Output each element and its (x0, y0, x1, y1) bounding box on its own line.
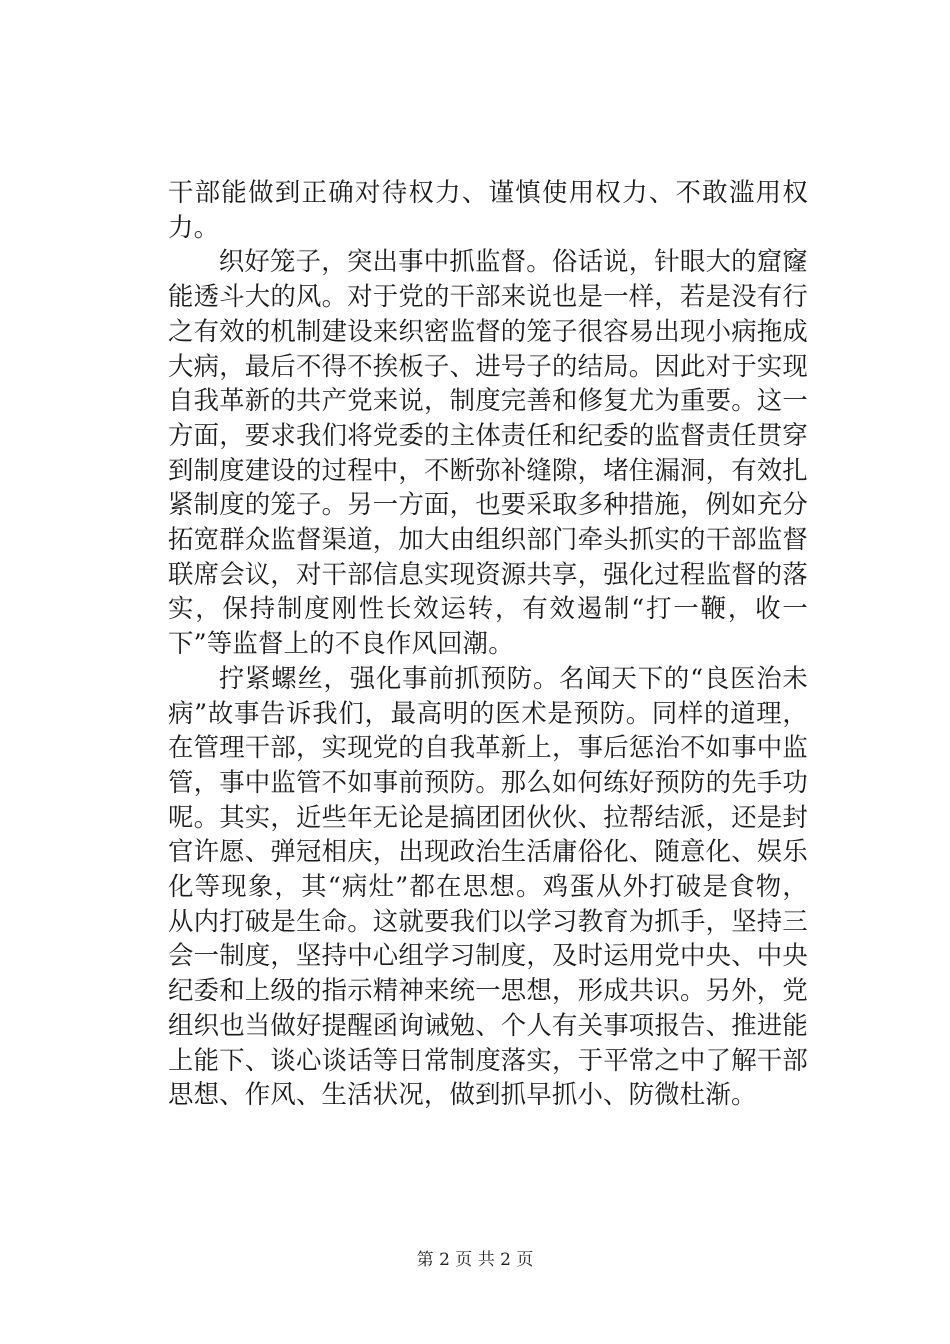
page-number-footer: 第 2 页 共 2 页 (416, 1250, 534, 1270)
document-body (168, 175, 808, 1112)
paragraph-weave-cage: 织好笼子，突出事中抓监督。俗话说，针眼大的窟窿能透斗大的风。对于党的干部来说也是一样，若是没有行之有效的机制建设来织密监督的笼子很容易出现小病拖成大病，最后不得不挨板子、进号子的结局。因此对于实现自我革新的共产党来说，制度完善和修复尤为重要。这一方面，要求我们将党委的主体责任和纪委的监督责任贯穿到制度建设的过程中，不断弥补缝隙，堵住漏洞，有效扎紧制度的笼子。另一方面，也要采取多种措施，例如充分拓宽群众监督渠道，加大由组织部门牵头抓实的干部监督联席会议，对干部信息实现资源共享，强化过程监督的落实，保持制度刚性长效运转，有效遏制“打一鞭，收一下”等监督上的不良作风回潮。 (168, 246, 808, 659)
paragraph-continuation: 干部能做到正确对待权力、谨慎使用权力、不敢滥用权力。 (168, 177, 808, 242)
paragraph-tighten-screws: 拧紧螺丝，强化事前抓预防。名闻天下的“良医治未病”故事告诉我们，最高明的医术是预防。同样的道理，在管理干部，实现党的自我革新上，事后惩治不如事中监管，事中监管不如事前预防。那么如何练好预防的先手功呢。其实，近些年无论是搞团团伙伙、拉帮结派，还是封官许愿、弹冠相庆，出现政治生活庸俗化、随意化、娱乐化等现象，其“病灶”都在思想。鸡蛋从外打破是食物，从内打破是生命。这就要我们以学习教育为抓手，坚持三会一制度，坚持中心组学习制度，及时运用党中央、中央纪委和上级的指示精神来统一思想，形成共识。另外，党组织也当做好提醒函询诫勉、个人有关事项报告、推进能上能下、谈心谈话等日常制度落实，于平常之中了解干部思想、作风、生活状况，做到抓早抓小、防微杜渐。 (168, 662, 808, 1110)
